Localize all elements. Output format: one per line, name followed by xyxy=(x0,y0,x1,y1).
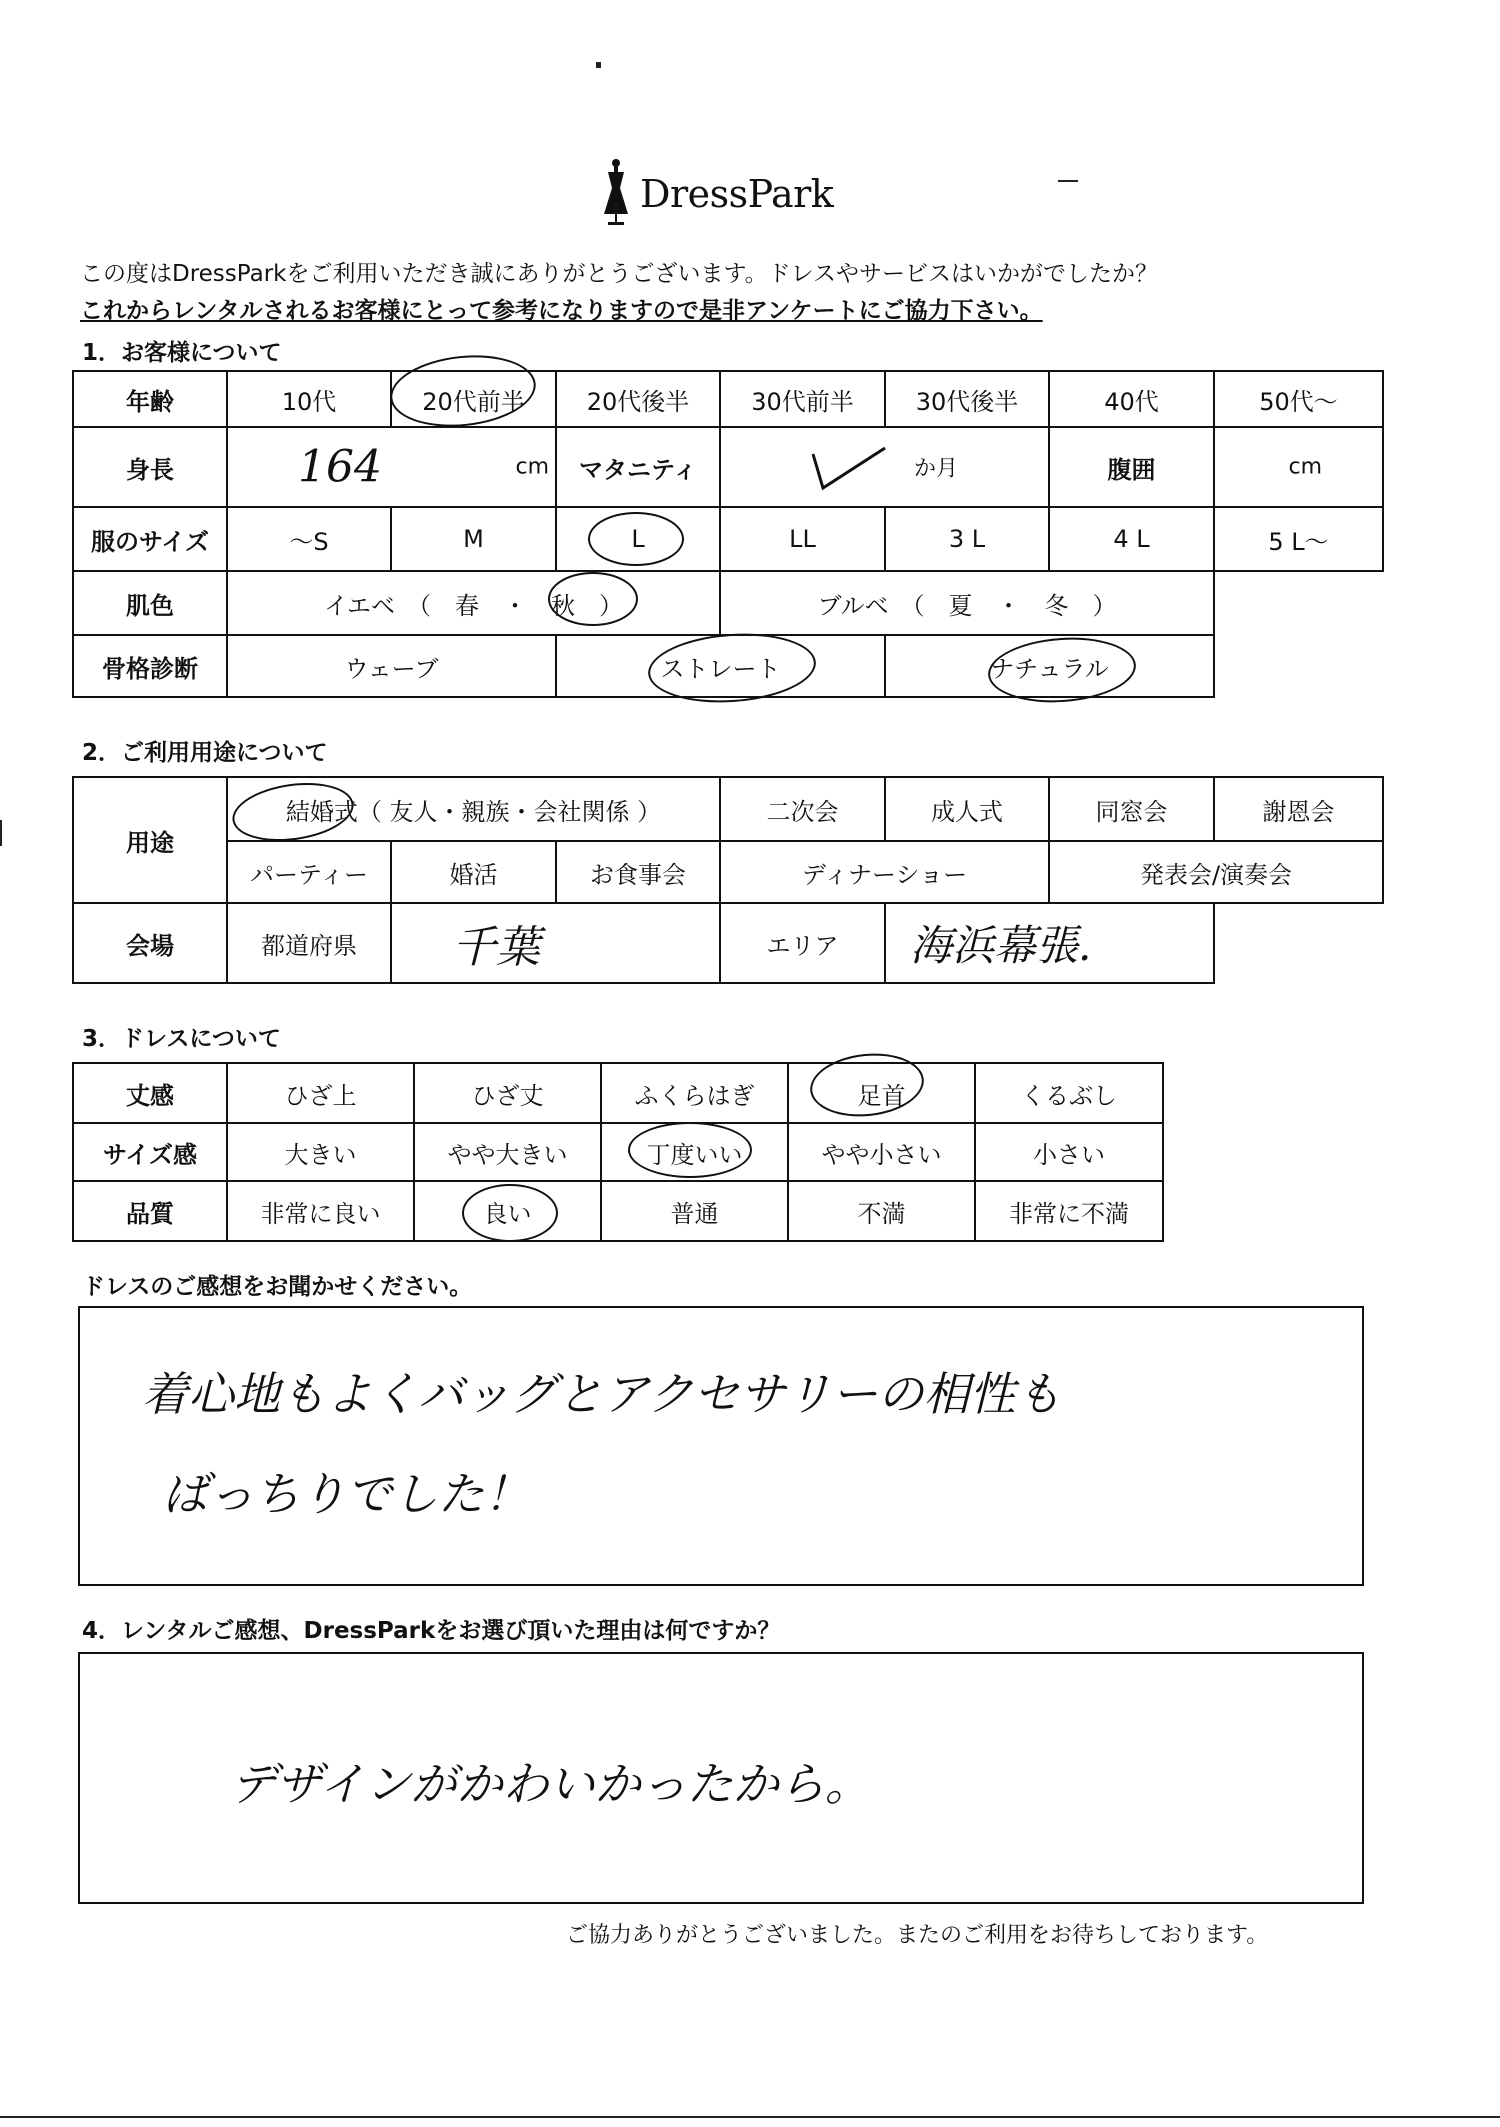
size-option[interactable]: 5 L～ xyxy=(1214,507,1383,571)
frame-option-selected[interactable]: ストレート xyxy=(556,635,885,697)
height-unit: cm xyxy=(515,454,549,480)
purpose-option[interactable]: 二次会 xyxy=(720,777,885,841)
section2-title: 2．ご利用用途について xyxy=(82,740,328,766)
frame-option-selected[interactable]: ナチュラル xyxy=(885,635,1214,697)
footer-divider xyxy=(0,2116,1500,2118)
purpose-dinner-show[interactable]: ディナーショー xyxy=(720,841,1049,903)
maternity-slash-mark xyxy=(809,444,889,494)
quality-option[interactable]: 普通 xyxy=(601,1181,788,1241)
waist-label: 腹囲 xyxy=(1049,427,1214,507)
size-option[interactable]: M xyxy=(391,507,556,571)
purpose-option[interactable]: 成人式 xyxy=(885,777,1049,841)
fit-label: サイズ感 xyxy=(73,1123,227,1181)
length-label: 丈感 xyxy=(73,1063,227,1123)
waist-unit: cm xyxy=(1288,454,1322,480)
size-option-selected[interactable]: L xyxy=(556,507,720,571)
quality-option[interactable]: 不満 xyxy=(788,1181,975,1241)
maternity-unit: か月 xyxy=(913,456,958,482)
height-field[interactable] xyxy=(227,427,556,507)
size-option[interactable]: LL xyxy=(720,507,885,571)
age-option[interactable]: 10代 xyxy=(227,371,391,427)
age-option[interactable]: 30代前半 xyxy=(720,371,885,427)
purpose-option[interactable]: パーティー xyxy=(227,841,391,903)
frame-row xyxy=(73,635,1383,697)
area-value: 海浜幕張. xyxy=(910,921,1092,970)
customer-table xyxy=(72,370,1384,698)
dress-comment-prompt: ドレスのご感想をお聞かせください。 xyxy=(82,1274,473,1300)
fit-option[interactable]: 小さい xyxy=(975,1123,1163,1181)
quality-option[interactable]: 非常に良い xyxy=(227,1181,414,1241)
prefecture-label: 都道府県 xyxy=(227,903,391,983)
fit-option-selected[interactable]: 丁度いい xyxy=(601,1123,788,1181)
area-label: エリア xyxy=(720,903,885,983)
scan-speck xyxy=(1058,180,1078,182)
quality-label: 品質 xyxy=(73,1181,227,1241)
size-option[interactable]: 4 L xyxy=(1049,507,1214,571)
area-field[interactable] xyxy=(885,903,1214,983)
age-label: 年齢 xyxy=(73,371,227,427)
fit-option[interactable]: 大きい xyxy=(227,1123,414,1181)
quality-option[interactable]: 非常に不満 xyxy=(975,1181,1163,1241)
skin-label: 肌色 xyxy=(73,571,227,635)
intro-text: この度はDressParkをご利用いただき誠にありがとうございます。ドレスやサービスはいかがでしたか？ xyxy=(80,261,1158,287)
section4-title: 4．レンタルご感想、DressParkをお選び頂いた理由は何ですか？ xyxy=(82,1618,781,1644)
length-option-selected[interactable]: 足首 xyxy=(788,1063,975,1123)
section3-title: 3．ドレスについて xyxy=(82,1026,281,1052)
length-option[interactable]: ふくらはぎ xyxy=(601,1063,788,1123)
purpose-option[interactable]: 同窓会 xyxy=(1049,777,1214,841)
venue-label: 会場 xyxy=(73,903,227,983)
purpose-option[interactable]: 謝恩会 xyxy=(1214,777,1383,841)
prefecture-field[interactable] xyxy=(391,903,720,983)
length-option[interactable]: くるぶし xyxy=(975,1063,1163,1123)
length-option[interactable]: ひざ上 xyxy=(227,1063,414,1123)
prefecture-value: 千葉 xyxy=(452,922,540,973)
skin-yellow-base[interactable]: イエベ （ 春 ・ 秋 ） xyxy=(227,571,720,635)
purpose-option[interactable]: お食事会 xyxy=(556,841,720,903)
skin-row xyxy=(73,571,1383,635)
purpose-label: 用途 xyxy=(73,777,227,903)
age-option[interactable]: 20代後半 xyxy=(556,371,720,427)
age-row xyxy=(73,371,1383,427)
size-option[interactable]: ～S xyxy=(227,507,391,571)
thanks-text: ご協力ありがとうございました。またのご利用をお待ちしております。 xyxy=(566,1923,1269,1948)
purpose-wedding[interactable]: 結婚式（ 友人・親族・会社関係 ） xyxy=(227,777,720,841)
waist-field[interactable] xyxy=(1214,427,1383,507)
length-option[interactable]: ひざ丈 xyxy=(414,1063,601,1123)
dresspark-logo xyxy=(598,158,838,230)
size-option[interactable]: 3 L xyxy=(885,507,1049,571)
maternity-label: マタニティ xyxy=(556,427,720,507)
reason-comment: デザインがかわいかったから。 xyxy=(230,1757,871,1811)
age-option[interactable]: 30代後半 xyxy=(885,371,1049,427)
dress-comment-box[interactable] xyxy=(78,1306,1364,1586)
reason-comment-box[interactable] xyxy=(78,1652,1364,1904)
size-row xyxy=(73,507,1383,571)
height-value: 164 xyxy=(298,441,382,493)
height-label: 身長 xyxy=(73,427,227,507)
age-option-selected[interactable]: 20代前半 xyxy=(391,371,556,427)
fit-option[interactable]: やや小さい xyxy=(788,1123,975,1181)
fit-option[interactable]: やや大きい xyxy=(414,1123,601,1181)
dress-comment-line1: 着心地もよくバッグとアクセサリーの相性も xyxy=(142,1367,1062,1421)
purpose-option[interactable]: 婚活 xyxy=(391,841,556,903)
maternity-field[interactable] xyxy=(720,427,1049,507)
frame-option[interactable]: ウェーブ xyxy=(227,635,556,697)
height-row xyxy=(73,427,1383,507)
age-option[interactable]: 50代～ xyxy=(1214,371,1383,427)
dress-comment-line2: ばっちりでした！ xyxy=(162,1467,530,1521)
section1-title: 1．お客様について xyxy=(82,340,282,366)
size-label: 服のサイズ xyxy=(73,507,227,571)
scan-speck xyxy=(0,820,2,846)
dress-mannequin-icon xyxy=(598,158,634,228)
usage-table xyxy=(72,776,1384,984)
skin-blue-base[interactable]: ブルベ （ 夏 ・ 冬 ） xyxy=(720,571,1214,635)
dress-table xyxy=(72,1062,1164,1242)
frame-label: 骨格診断 xyxy=(73,635,227,697)
scan-speck xyxy=(596,62,601,68)
age-option[interactable]: 40代 xyxy=(1049,371,1214,427)
purpose-recital[interactable]: 発表会/演奏会 xyxy=(1049,841,1383,903)
quality-option-selected[interactable]: 良い xyxy=(414,1181,601,1241)
logo-wordmark: DressPark xyxy=(640,172,834,216)
intro-request: これからレンタルされるお客様にとって参考になりますので是非アンケートにご協力下さい。 xyxy=(80,298,1043,324)
